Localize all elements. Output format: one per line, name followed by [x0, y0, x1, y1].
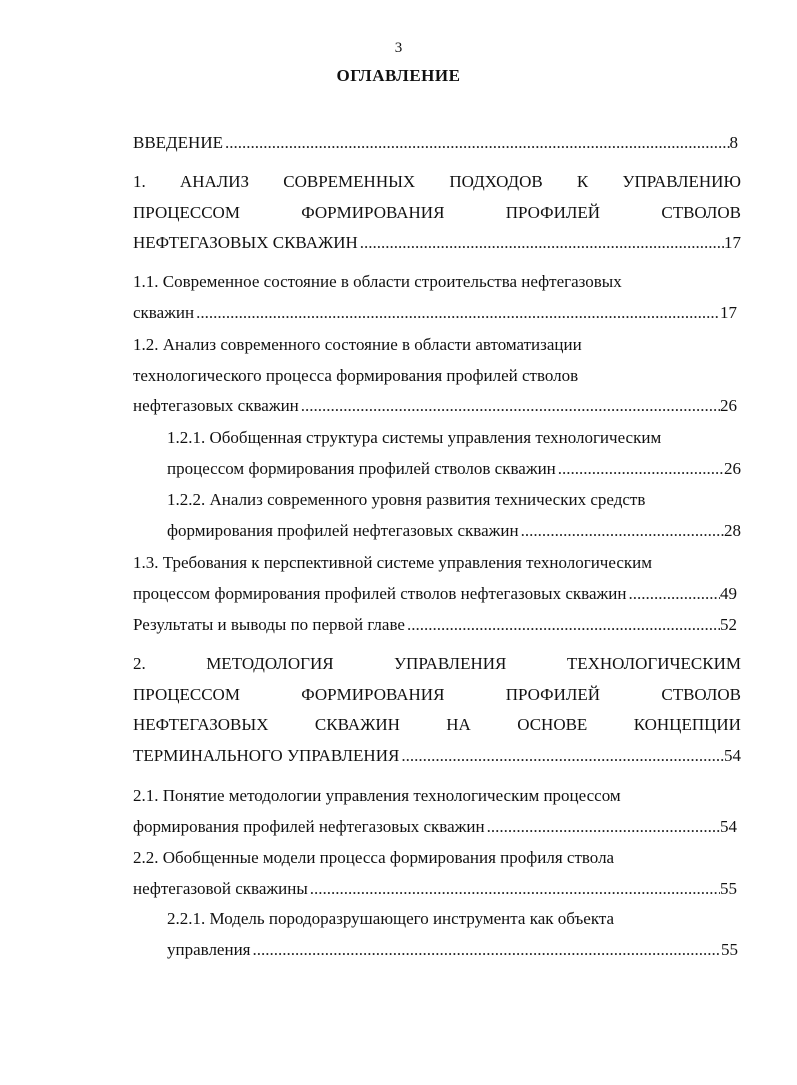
word: ОСНОВЕ — [517, 715, 588, 734]
toc-entry-label: 1.2.1. Обобщенная структура системы управления технологическим — [167, 428, 662, 447]
word: НЕФТЕГАЗОВЫХ — [133, 715, 269, 734]
toc-entry-label: формирования профилей нефтегазовых скважин — [133, 816, 485, 836]
toc-entry-1-2-1[interactable] — [167, 423, 741, 484]
toc-page-number: 8 — [729, 133, 738, 152]
word: АНАЛИЗ — [179, 172, 250, 191]
toc-entry-chapter-2[interactable] — [133, 649, 741, 771]
dot-leader — [556, 454, 724, 485]
toc-page-number: 28 — [724, 520, 741, 540]
toc-entry-1-3[interactable] — [133, 548, 737, 609]
dot-leader — [626, 579, 720, 610]
word: ПРОЦЕССОМ — [133, 684, 240, 704]
word: СТВОЛОВ — [661, 684, 741, 704]
dot-leader — [299, 391, 720, 422]
toc-entry-label: 1.2.2. Анализ современного уровня развития технических средств — [167, 490, 646, 509]
toc-entry-label: ТЕРМИНАЛЬНОГО УПРАВЛЕНИЯ — [133, 745, 400, 765]
toc-entry-1-2-2[interactable] — [167, 485, 741, 546]
dot-leader — [358, 228, 724, 259]
dot-leader — [405, 610, 720, 641]
toc-entry-label: 2.1. Понятие методологии управления технологическим процессом — [133, 786, 621, 805]
toc-entry-2-2[interactable] — [133, 843, 737, 904]
word: 1. — [133, 172, 146, 191]
toc-entry-chapter-1[interactable] — [133, 167, 741, 259]
word: ФОРМИРОВАНИЯ — [301, 684, 445, 704]
toc-entry-label: нефтегазовых скважин — [133, 396, 299, 415]
toc-entry-label: НЕФТЕГАЗОВЫХ СКВАЖИН — [133, 233, 358, 252]
word: ТЕХНОЛОГИЧЕСКИМ — [566, 654, 741, 673]
word: СТВОЛОВ — [661, 202, 741, 222]
word: ПОДХОДОВ — [449, 172, 543, 191]
word: НА — [446, 715, 471, 734]
dot-leader — [194, 298, 720, 329]
toc-entry-label: формирования профилей нефтегазовых скважин — [167, 520, 519, 540]
toc-entry-results-1[interactable] — [133, 610, 737, 641]
toc-page-number: 26 — [724, 458, 741, 478]
word: СКВАЖИН — [314, 715, 400, 734]
toc-entry-2-1[interactable] — [133, 781, 737, 842]
toc-entry-line — [133, 167, 741, 198]
toc-entry-label: технологического процесса формирования профилей стволов — [133, 365, 579, 385]
toc-entry-label: процессом формирования профилей стволов скважин — [167, 458, 556, 478]
toc-entry-label: 1.2. Анализ современного состояние в области автоматизации — [133, 335, 582, 354]
toc-entry-label: управления — [167, 939, 251, 959]
word: ФОРМИРОВАНИЯ — [301, 202, 445, 222]
word: КОНЦЕПЦИИ — [633, 715, 741, 734]
word: МЕТОДОЛОГИЯ — [206, 654, 334, 673]
toc-page-number: 26 — [720, 396, 737, 415]
toc-entry-1-2[interactable] — [133, 330, 737, 422]
word: СОВРЕМЕННЫХ — [283, 172, 416, 191]
dot-leader — [399, 741, 724, 772]
dot-leader — [223, 128, 730, 159]
toc-page-number: 49 — [720, 583, 737, 603]
word: УПРАВЛЕНИЯ — [394, 654, 507, 673]
toc-entry-label: 1.3. Требования к перспективной системе управления технологическим — [133, 553, 652, 572]
toc-entry-label: 2.2. Обобщенные модели процесса формирования профиля ствола — [133, 848, 615, 867]
word: ПРОФИЛЕЙ — [505, 202, 601, 222]
dot-leader — [308, 874, 720, 905]
toc-entry-label: нефтегазовой скважины — [133, 878, 308, 898]
toc-page-number: 52 — [720, 615, 737, 634]
word: ПРОФИЛЕЙ — [505, 684, 601, 704]
page-number: 3 — [394, 40, 403, 56]
toc-page-number: 54 — [724, 745, 741, 765]
toc-entry-line — [133, 680, 741, 711]
toc-entry-label: скважин — [133, 302, 195, 322]
toc-entry-line — [133, 649, 741, 680]
toc-entry-1-1[interactable] — [133, 267, 737, 328]
toc-page-number: 54 — [720, 816, 737, 836]
dot-leader — [485, 812, 720, 843]
word: К — [576, 172, 589, 191]
dot-leader — [519, 516, 724, 547]
toc-entry-line — [133, 710, 741, 741]
toc-page-number: 55 — [720, 878, 737, 898]
dot-leader — [251, 935, 722, 966]
toc-entry-label: 1.1. Современное состояние в области строительства нефтегазовых — [133, 272, 622, 291]
toc-entry-label: Результаты и выводы по первой главе — [133, 615, 405, 634]
toc-page-number: 17 — [720, 302, 737, 322]
toc-title: ОГЛАВЛЕНИЕ — [336, 66, 461, 85]
word: ПРОЦЕССОМ — [133, 202, 240, 222]
toc-entry-intro[interactable] — [133, 128, 738, 159]
toc-entry-line — [133, 198, 741, 229]
toc-entry-label: 2.2.1. Модель породоразрушающего инструмента как объекта — [167, 909, 615, 928]
toc-entry-2-2-1[interactable] — [167, 904, 738, 965]
toc-page-number: 17 — [724, 233, 741, 252]
toc-entry-label: процессом формирования профилей стволов нефтегазовых скважин — [133, 583, 627, 603]
word: 2. — [133, 654, 146, 673]
toc-entry-label: ВВЕДЕНИЕ — [133, 133, 223, 152]
toc-page-number: 55 — [721, 939, 738, 959]
word: УПРАВЛЕНИЮ — [622, 172, 741, 191]
